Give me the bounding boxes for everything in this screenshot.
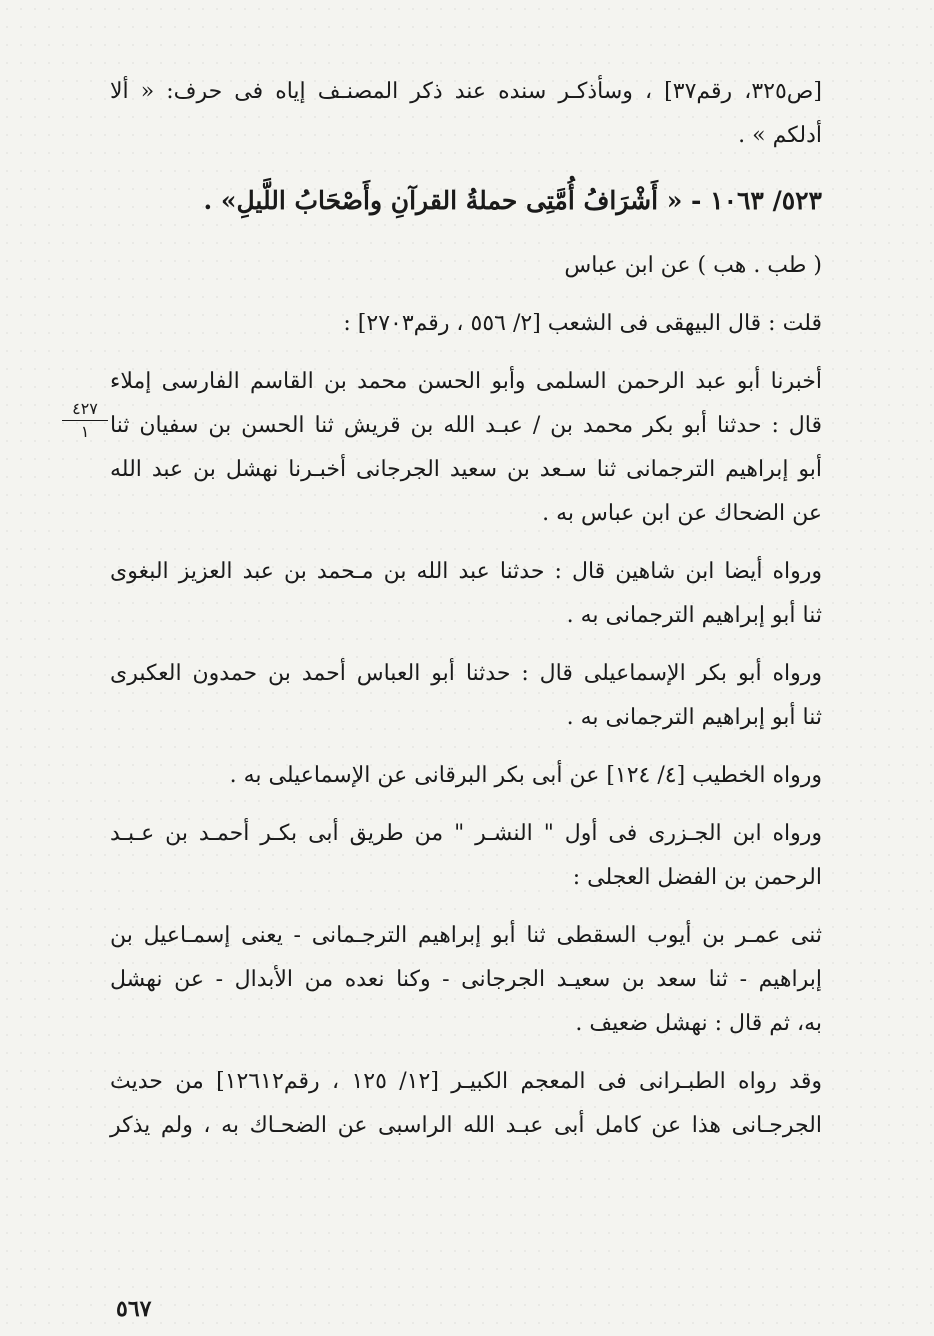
- text-line: أدلكم » .: [738, 123, 822, 148]
- paragraph-tabarani: [110, 1060, 822, 1148]
- paragraph-ibn-shahin: [110, 550, 822, 638]
- text-line: به، ثم قال : نهشل ضعيف .: [575, 1011, 822, 1036]
- text-line: ثنا أبو إبراهيم الترجمانى به .: [566, 603, 822, 628]
- paragraph-isnad: [110, 360, 822, 536]
- text-line: الرحمن بن الفضل العجلى :: [572, 865, 822, 890]
- paragraph-ismaili: [110, 652, 822, 740]
- text-line: أبو إبراهيم الترجمانى ثنا سـعد بن سعيد الجرجانى أخبـرنا نهشل بن عبد الله: [110, 457, 822, 482]
- text-line: ورواه ابن الجـزرى فى أول " النشـر " من طريق أبى بكـر أحمـد بن عـبـد: [110, 821, 822, 846]
- text-line: ثنى عمـر بن أيوب السقطى ثنا أبو إبراهيم الترجـمانى - يعنى إسمـاعيل بن: [110, 923, 822, 948]
- text-line: ورواه أيضا ابن شاهين قال : حدثنا عبد الله بن مـحمد بن عبد العزيز البغوى: [110, 559, 822, 584]
- paragraph-ibn-jazari: [110, 812, 822, 900]
- fraction-bar: [62, 420, 108, 421]
- text-line: إبراهيم - ثنا سعد بن سعيـد الجرجانى - وكنا نعده من الأبدال - عن نهشل: [110, 967, 822, 992]
- text-line: ورواه الخطيب [٤/ ١٢٤] عن أبى بكر البرقانى عن الإسماعيلى به .: [229, 763, 822, 788]
- body-text: [110, 70, 822, 1162]
- text-line: قال : حدثنا أبو بكر محمد بن / عبـد الله بن قريش ثنا الحسن بن سفيان ثنا: [110, 413, 822, 438]
- paragraph-khatib: [110, 754, 822, 798]
- text-line: أخبرنا أبو عبد الرحمن السلمى وأبو الحسن محمد بن القاسم الفارسى إملاء: [110, 369, 822, 394]
- text-line: ثنا أبو إبراهيم الترجمانى به .: [566, 705, 822, 730]
- margin-folio-note: [62, 400, 108, 441]
- text-line: [ص٣٢٥، رقم٣٧] ، وسأذكـر سنده عند ذكر المصنـف إياه فى حرف: « ألا: [110, 79, 822, 104]
- paragraph-reference: [110, 70, 822, 158]
- hadith-heading: [110, 172, 822, 230]
- text-line: ورواه أبو بكر الإسماعيلى قال : حدثنا أبو العباس أحمد بن حمدون العكبرى: [110, 661, 822, 686]
- text-line: ( طب . هب ) عن ابن عباس: [564, 253, 822, 278]
- paragraph-qultu: [110, 302, 822, 346]
- margin-note-top: ٤٢٧: [72, 399, 98, 418]
- hadith-source: [110, 244, 822, 288]
- margin-note-bottom: ١: [80, 422, 90, 441]
- text-line: ٥٢٣/ ١٠٦٣ - « أَشْرَافُ أُمَّتِى حملةُ القرآنِ وأَصْحَابُ اللَّيلِ» .: [203, 186, 822, 215]
- text-line: قلت : قال البيهقى فى الشعب [٢/ ٥٥٦ ، رقم٢٧٠٣] :: [343, 311, 822, 336]
- text-line: وقد رواه الطبـرانى فى المعجم الكبيـر [١٢/ ١٢٥ ، رقم١٢٦١٢] من حديث: [110, 1069, 822, 1094]
- text-line: عن الضحاك عن ابن عباس به .: [542, 501, 822, 526]
- paragraph-saqati: [110, 914, 822, 1046]
- page-number: ٥٦٧: [116, 1296, 152, 1322]
- text-line: الجرجـانى هذا عن كامل أبى عبـد الله الراسبى عن الضحـاك به ، ولم يذكر: [110, 1113, 822, 1138]
